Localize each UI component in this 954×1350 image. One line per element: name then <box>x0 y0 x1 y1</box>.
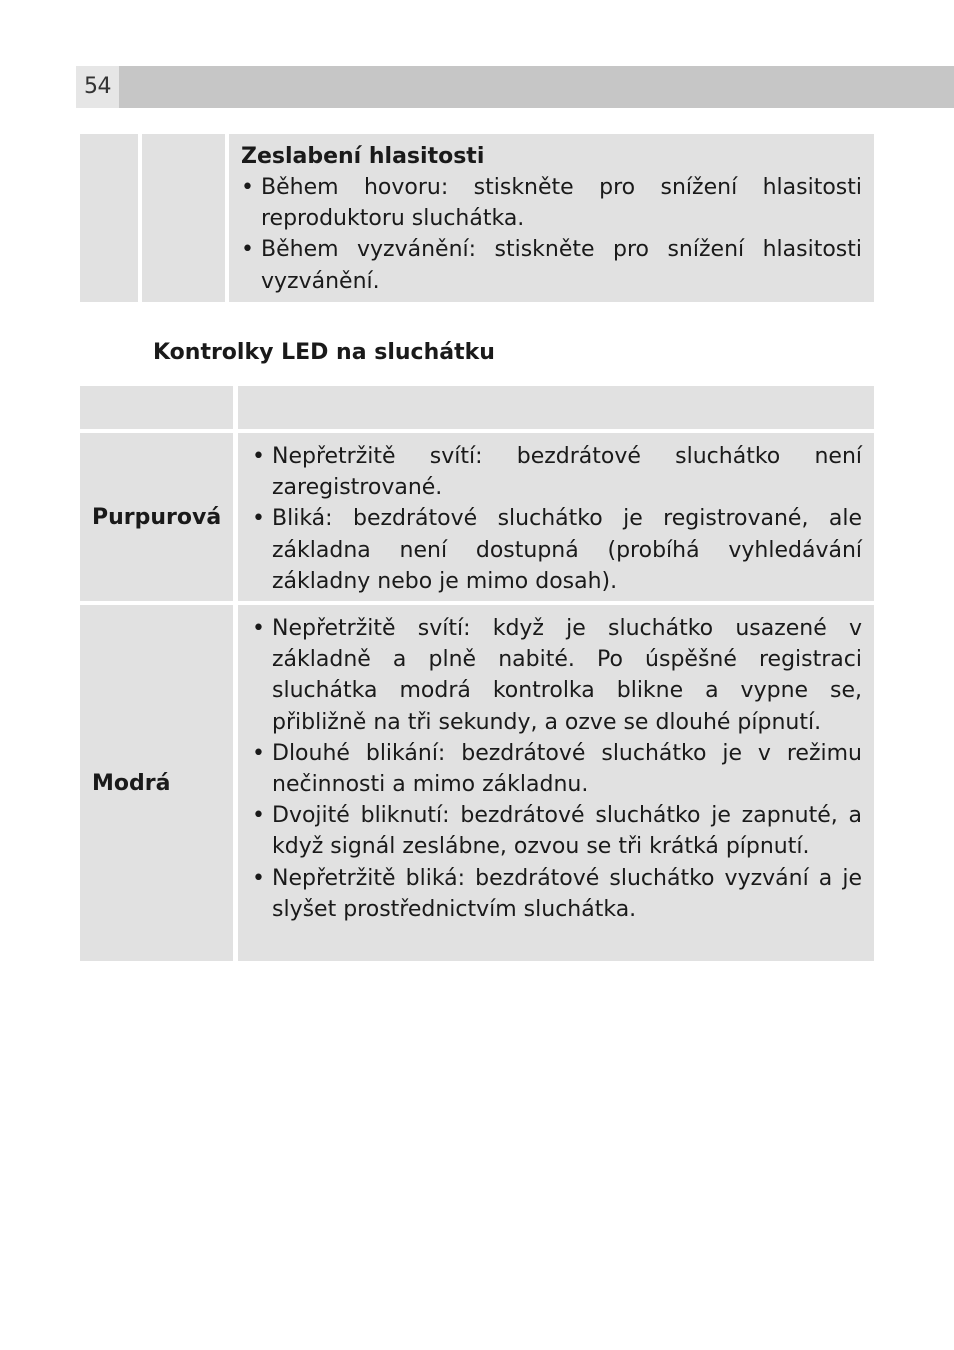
page-number: 54 <box>76 66 119 108</box>
list-item: • Během hovoru: stiskněte pro snížení hlasitosti reproduktoru sluchátka. <box>241 172 862 234</box>
section-title: Kontrolky LED na sluchátku <box>153 340 495 365</box>
led-description-blue <box>238 605 874 961</box>
led-table-header-col2 <box>238 386 874 429</box>
list-item: • Dlouhé blikání: bezdrátové sluchátko je v režimu nečinnosti a mimo základnu. <box>252 738 862 800</box>
table1-col1-cell <box>80 134 138 302</box>
list-item: • Nepřetržitě svítí: bezdrátové sluchátko není zaregistrované. <box>252 441 862 503</box>
led-description-purple <box>238 433 874 601</box>
list-item: • Nepřetržitě bliká: bezdrátové sluchátko vyzvání a je slyšet prostřednictvím sluchátka. <box>252 863 862 925</box>
list-item: • Nepřetržitě svítí: když je sluchátko usazené v základně a plně nabité. Po úspěšné registraci sluchátka modrá kontrolka blikne a vypne se, přibližně na tři sekundy, a ozve se dlouhé pípnutí. <box>252 613 862 738</box>
page-header-bar <box>76 66 954 108</box>
list-item: • Během vyzvánění: stiskněte pro snížení hlasitosti vyzvánění. <box>241 234 862 296</box>
list-item: • Bliká: bezdrátové sluchátko je registrované, ale základna není dostupná (probíhá vyhledávání základny nebo je mimo dosah). <box>252 503 862 597</box>
list-item: • Dvojité bliknutí: bezdrátové sluchátko je zapnuté, a když signál zeslábne, ozvou se tři krátká pípnutí. <box>252 800 862 862</box>
table1-col2-cell <box>142 134 225 302</box>
volume-down-bullets <box>241 172 862 297</box>
led-label-purple: Purpurová <box>80 433 233 601</box>
table1-description-cell <box>229 134 874 302</box>
volume-down-title: Zeslabení hlasitosti <box>241 144 485 169</box>
led-label-blue: Modrá <box>80 605 233 961</box>
led-table-header-col1 <box>80 386 233 429</box>
